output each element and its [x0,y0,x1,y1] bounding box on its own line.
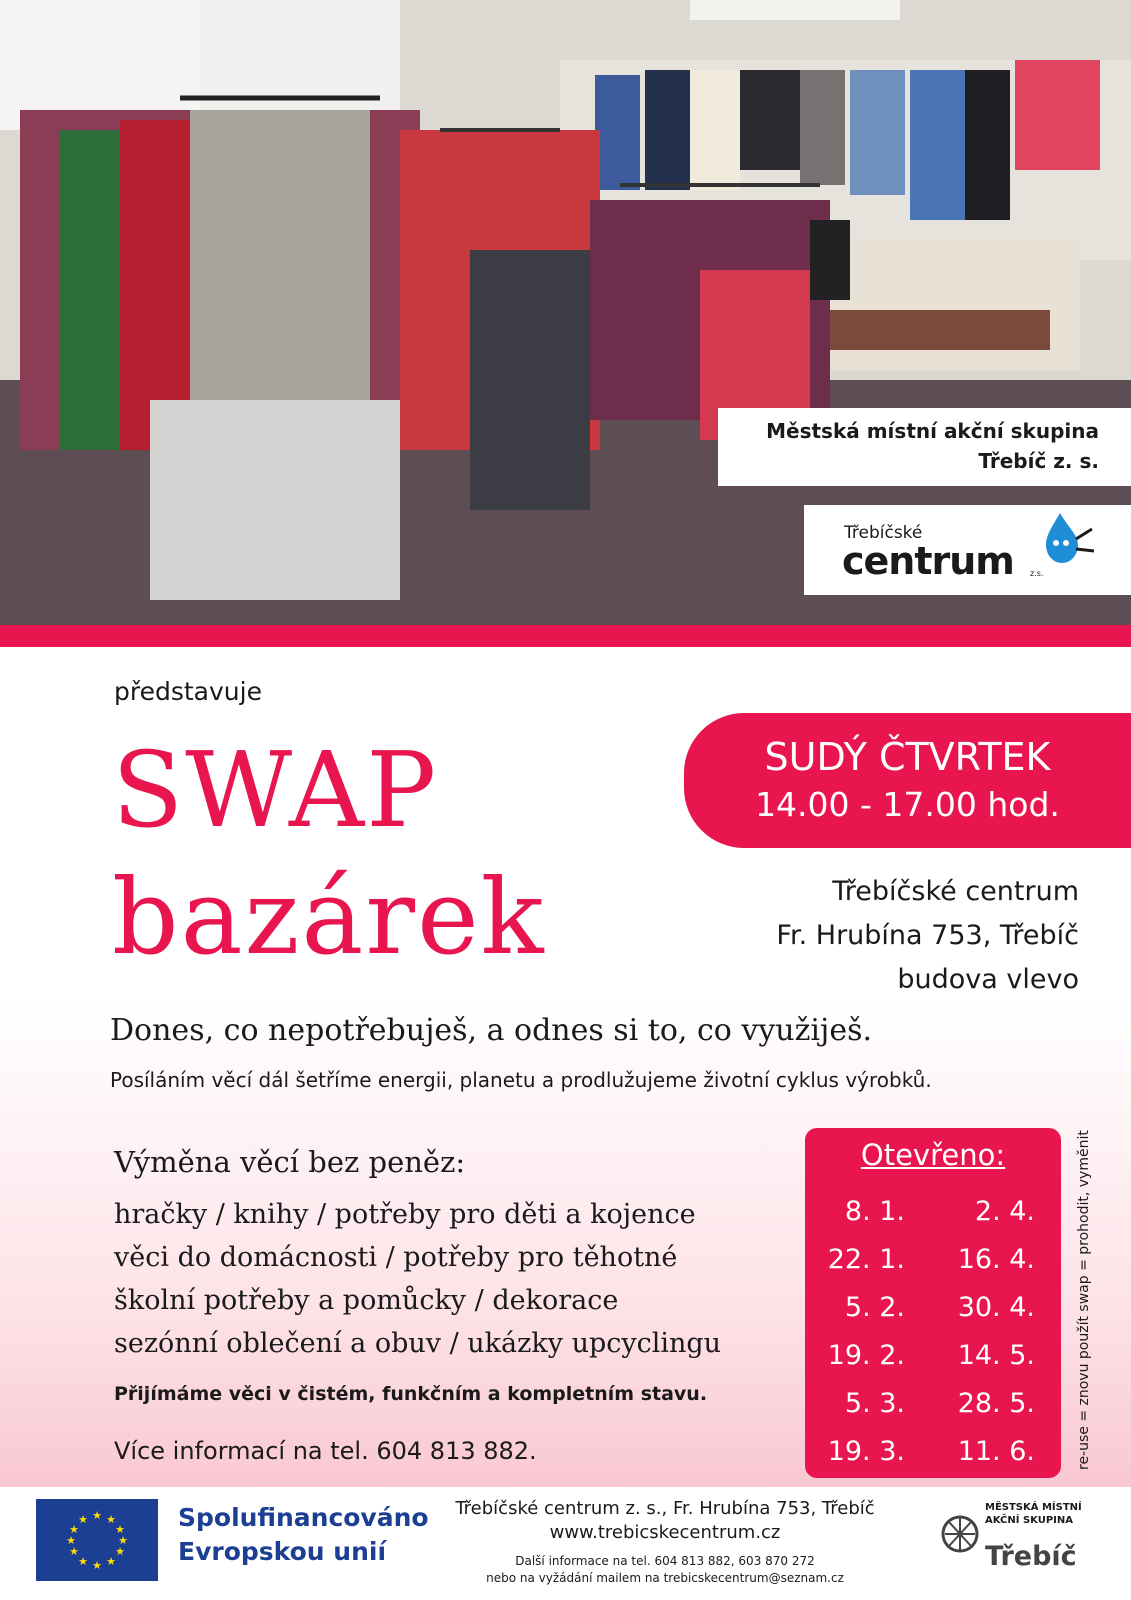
date-item: 5. 2. [844,1292,905,1323]
trebicske-centrum-logo [804,505,1131,595]
accent-stripe [0,625,1131,647]
date-item: 11. 6. [957,1436,1035,1467]
footer-contact [430,1497,900,1587]
date-item: 8. 1. [844,1196,905,1227]
slogan: Dones, co nepotřebuješ, a odnes si to, co využiješ. [110,1013,873,1048]
footer-address: Třebíčské centrum z. s., Fr. Hrubína 753, Třebíč [455,1498,875,1519]
exchange-heading: Výměna věcí bez peněz: [114,1145,466,1179]
svg-text:★: ★ [115,1523,125,1536]
date-item: 16. 4. [957,1244,1035,1275]
address-line2: Fr. Hrubína 753, Třebíč [776,920,1079,951]
svg-text:★: ★ [69,1545,79,1558]
date-item: 22. 1. [827,1244,905,1275]
intro-text: představuje [114,677,262,706]
side-note: re-use = znovu použít swap = prohodit, vyměnit [1076,1130,1092,1470]
organizer-label [718,408,1131,486]
svg-text:★: ★ [106,1513,116,1526]
logo-zs-text: z.s. [1030,569,1044,578]
address-line1: Třebíčské centrum [832,876,1079,907]
title-line2: bazárek [112,856,546,978]
date-item: 28. 5. [957,1388,1035,1419]
address-block [776,870,1079,1002]
svg-text:★: ★ [78,1555,88,1568]
title-line1: SWAP [112,729,439,851]
date-item: 19. 3. [827,1436,905,1467]
footer [0,1487,1131,1600]
svg-text:★: ★ [115,1545,125,1558]
schedule-badge [684,713,1131,848]
svg-text:★: ★ [106,1555,116,1568]
opening-title: Otevřeno: [860,1138,1006,1172]
eu-funding-text [178,1501,429,1569]
exchange-item: věci do domácnosti / potřeby pro těhotné [114,1242,678,1273]
date-item: 30. 4. [957,1292,1035,1323]
dates-column-right [943,1188,1035,1476]
water-drop-icon [1038,509,1098,569]
svg-text:★: ★ [92,1509,102,1522]
mas-label [985,1501,1082,1527]
eu-flag-icon [36,1499,158,1581]
svg-text:★: ★ [118,1534,128,1547]
svg-text:★: ★ [69,1523,79,1536]
subslogan: Posíláním věcí dál šetříme energii, planetu a prodlužujeme životní cyklus výrobků. [110,1068,932,1092]
mas-emblem-icon [940,1499,980,1569]
date-item: 2. 4. [974,1196,1035,1227]
mas-city: Třebíč [985,1541,1077,1572]
exchange-item: sezónní oblečení a obuv / ukázky upcyclingu [114,1328,722,1359]
date-item: 14. 5. [957,1340,1035,1371]
contact-info: Více informací na tel. 604 813 882. [114,1437,537,1465]
exchange-item: školní potřeby a pomůcky / dekorace [114,1285,619,1316]
dates-column-left [825,1188,905,1476]
svg-text:★: ★ [92,1559,102,1572]
schedule-day: SUDÝ ČTVRTEK [764,735,1051,779]
date-item: 19. 2. [827,1340,905,1371]
footer-website: www.trebicskecentrum.cz [549,1522,781,1543]
eu-line1: Spolufinancováno [178,1503,429,1532]
exchange-item: hračky / knihy / potřeby pro děti a kojence [114,1199,696,1230]
date-item: 5. 3. [844,1388,905,1419]
opening-dates-box [805,1128,1061,1478]
organizer-line2: Třebíč z. s. [978,449,1099,473]
acceptance-note: Přijímáme věci v čistém, funkčním a kompletním stavu. [114,1383,708,1405]
logo-big-text: centrum [842,539,1014,583]
address-line3: budova vlevo [897,964,1079,995]
svg-text:★: ★ [66,1534,76,1547]
eu-line2: Evropskou unií [178,1537,387,1566]
organizer-line1: Městská místní akční skupina [766,419,1099,443]
schedule-time: 14.00 - 17.00 hod. [755,785,1060,824]
mas-trebic-logo [940,1499,1120,1589]
mas-line1: MĚSTSKÁ MÍSTNÍ [985,1502,1082,1513]
footer-phone: Další informace na tel. 604 813 882, 603 870 272 [515,1554,815,1568]
mas-line2: AKČNÍ SKUPINA [985,1515,1074,1526]
svg-text:★: ★ [78,1513,88,1526]
footer-email: nebo na vyžádání mailem na trebicskecentrum@seznam.cz [486,1571,844,1585]
exchange-list [114,1193,721,1365]
logo-small-text: Třebíčské [844,523,923,543]
